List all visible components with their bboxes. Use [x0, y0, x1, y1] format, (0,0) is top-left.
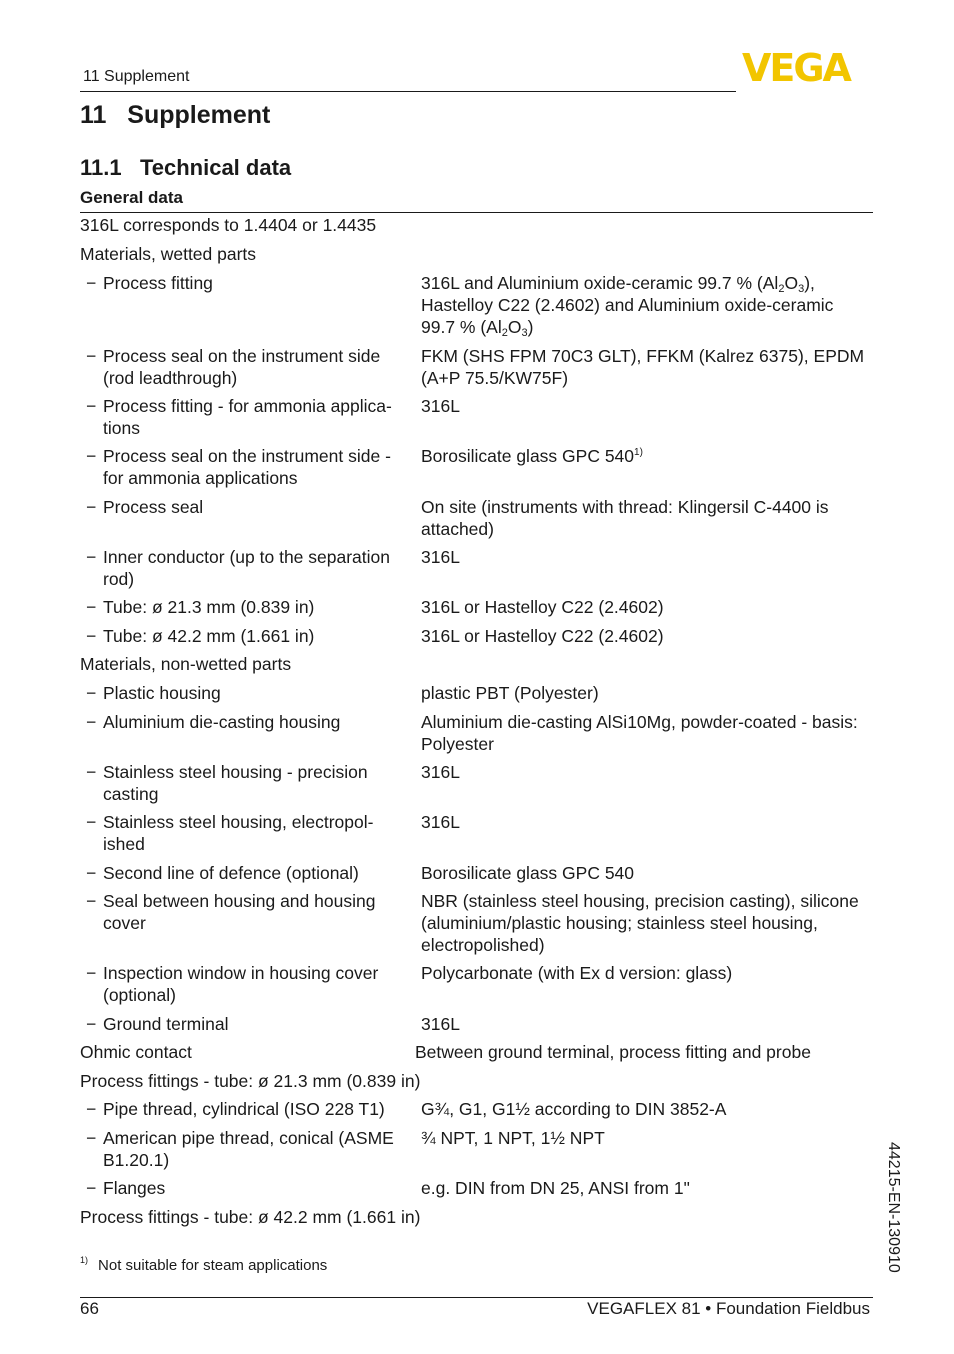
value-part: Borosilicate glass GPC 540 [421, 446, 635, 466]
dash-marker: − [86, 812, 97, 832]
row-label [80, 596, 421, 625]
value-part: Hastelloy C22 (2.4602) and Aluminium oxide-ceramic [421, 295, 834, 315]
subscript: 2 [501, 327, 508, 339]
document-code-text: 44215-EN-130910 [885, 1142, 902, 1273]
row-value: G¾, G1, G1½ according to DIN 3852-A [421, 1099, 727, 1119]
row-value: plastic PBT (Polyester) [421, 683, 599, 703]
value-part: ), [804, 273, 815, 293]
table-row [80, 596, 875, 625]
value-part: 99.7 % (Al [421, 317, 502, 337]
dash-marker: − [86, 547, 97, 567]
row-value: Aluminium die-casting AlSi10Mg, powder-coated - basis: Polyester [421, 712, 858, 754]
row-value: FKM (SHS FPM 70C3 GLT), FFKM (Kalrez 6375), EPDM (A+P 75.5/KW75F) [421, 346, 865, 388]
row-value: 316L [421, 547, 460, 567]
table-row [80, 1013, 875, 1041]
value-part: O [507, 317, 522, 337]
running-header: 11 Supplement [83, 68, 190, 85]
dash-marker: − [86, 1014, 97, 1034]
table-row [80, 1041, 875, 1070]
group-label: Process fittings - tube: ø 21.3 mm (0.839 in) [80, 1071, 421, 1091]
label-text: Inspection window in housing cover (optional) [103, 963, 379, 1005]
row-text: 316L corresponds to 1.4404 or 1.4435 [80, 215, 377, 235]
row-value: NBR (stainless steel housing, precision casting), silicone (aluminium/plastic housing; stainless steel housing, electropolished) [421, 891, 859, 955]
dash-marker: − [86, 683, 97, 703]
table-row [80, 653, 875, 682]
dash-marker: − [86, 1128, 97, 1148]
dash-marker: − [86, 1178, 97, 1198]
value-part: ) [527, 317, 534, 337]
row-label [80, 890, 421, 962]
value-part: O [784, 273, 799, 293]
label-text: Seal between housing and housing cover [103, 891, 376, 933]
row-value: 316L or Hastelloy C22 (2.4602) [421, 597, 664, 617]
value-part: 316L and Aluminium oxide-ceramic 99.7 % (Al [421, 273, 779, 293]
row-label [80, 1127, 421, 1177]
table-row [80, 496, 875, 546]
subscript: 3 [521, 327, 528, 339]
label-text: Tube: ø 21.3 mm (0.839 in) [103, 597, 315, 617]
dash-marker: − [86, 863, 97, 883]
label-text: Process seal [103, 497, 204, 517]
vega-logo [742, 50, 874, 84]
row-label [80, 625, 421, 653]
dash-marker: − [86, 396, 97, 416]
table-row [80, 862, 875, 890]
row-value [421, 445, 875, 496]
dash-marker: − [86, 597, 97, 617]
dash-marker: − [86, 762, 97, 782]
row-label [80, 546, 421, 596]
row-label: Ohmic contact [80, 1042, 192, 1062]
table-row [80, 890, 875, 962]
dash-marker: − [86, 497, 97, 517]
table-row [80, 761, 875, 811]
table-row [80, 682, 875, 711]
label-text: Stainless steel housing - precision casting [103, 762, 368, 804]
footnote-ref: 1) [634, 447, 643, 458]
row-value: Borosilicate glass GPC 540 [421, 863, 635, 883]
row-label [80, 682, 421, 711]
section-title: 11.1 Technical data [80, 155, 292, 180]
footnote-marker: 1) [80, 1255, 89, 1265]
table-row [80, 445, 875, 496]
page-number: 66 [80, 1299, 99, 1318]
row-label [80, 272, 421, 345]
dash-marker: − [86, 963, 97, 983]
table-row [80, 1127, 875, 1177]
header-rule [80, 91, 736, 92]
label-text: Second line of defence (optional) [103, 863, 359, 883]
table-row [80, 1177, 875, 1206]
table-row [80, 243, 875, 272]
table-row [80, 546, 875, 596]
row-value: On site (instruments with thread: Klingersil C-4400 is attached) [421, 497, 829, 539]
row-label [80, 711, 421, 761]
row-value: ¾ NPT, 1 NPT, 1½ NPT [421, 1128, 605, 1148]
table-row [80, 711, 875, 761]
label-text: Tube: ø 42.2 mm (1.661 in) [103, 626, 315, 646]
row-label [80, 1013, 421, 1041]
dash-marker: − [86, 626, 97, 646]
row-value: Polycarbonate (with Ex d version: glass) [421, 963, 733, 983]
footnote-text: Not suitable for steam applications [98, 1257, 328, 1274]
dash-marker: − [86, 273, 97, 293]
table-row [80, 395, 875, 445]
product-name: VEGAFLEX 81 • Foundation Fieldbus [587, 1299, 870, 1318]
subheading-general-data: General data [80, 188, 183, 207]
row-label [80, 395, 421, 445]
group-label: Materials, wetted parts [80, 244, 257, 264]
row-value: Between ground terminal, process fitting and probe [415, 1042, 811, 1062]
dash-marker: − [86, 446, 97, 466]
row-label [80, 761, 421, 811]
row-value: 316L [421, 1014, 460, 1034]
label-text: Process seal on the instrument side (rod leadthrough) [103, 346, 381, 388]
label-text: Process fitting [103, 273, 213, 293]
row-label [80, 962, 421, 1013]
table-row [80, 962, 875, 1013]
table-row [80, 811, 875, 862]
row-label [80, 1177, 421, 1206]
row-value: 316L [421, 762, 460, 782]
dash-marker: − [86, 1099, 97, 1119]
dash-marker: − [86, 891, 97, 911]
row-label [80, 811, 421, 862]
row-label [80, 862, 421, 890]
label-text: Aluminium die-casting housing [103, 712, 341, 732]
table-row [80, 1206, 875, 1234]
row-value: 316L or Hastelloy C22 (2.4602) [421, 626, 664, 646]
row-value: e.g. DIN from DN 25, ANSI from 1" [421, 1178, 690, 1198]
row-label [80, 445, 421, 496]
subscript: 2 [778, 283, 785, 295]
table-row [80, 1098, 875, 1127]
label-text: Plastic housing [103, 683, 221, 703]
table-row [80, 625, 875, 653]
label-text: Inner conductor (up to the separation rod) [103, 547, 390, 589]
technical-data-table [80, 214, 875, 1234]
table-row [80, 1070, 875, 1098]
label-text: American pipe thread, conical (ASME B1.20.1) [103, 1128, 394, 1170]
label-text: Ground terminal [103, 1014, 229, 1034]
label-text: Process fitting - for ammonia applica-tions [103, 396, 392, 438]
subscript: 3 [798, 283, 805, 295]
row-label [80, 345, 421, 395]
label-text: Process seal on the instrument side - for ammonia applications [103, 446, 391, 488]
dash-marker: − [86, 712, 97, 732]
table-row [80, 345, 875, 395]
subheading-rule [80, 212, 873, 213]
chapter-title: 11 Supplement [80, 101, 271, 129]
group-label: Materials, non-wetted parts [80, 654, 292, 674]
table-row [80, 214, 875, 243]
label-text: Stainless steel housing, electropol-ished [103, 812, 374, 854]
label-text: Flanges [103, 1178, 166, 1198]
group-label: Process fittings - tube: ø 42.2 mm (1.661 in) [80, 1207, 421, 1227]
row-label [80, 496, 421, 546]
vega-logo-text: VEGA [742, 50, 850, 84]
label-text: Pipe thread, cylindrical (ISO 228 T1) [103, 1099, 385, 1119]
row-value: 316L [421, 812, 460, 832]
row-value [421, 272, 875, 345]
dash-marker: − [86, 346, 97, 366]
footnote [80, 1257, 327, 1274]
footer-rule [80, 1297, 873, 1298]
table-row [80, 272, 875, 345]
row-value: 316L [421, 396, 460, 416]
row-label [80, 1098, 421, 1127]
document-code [878, 1142, 904, 1292]
